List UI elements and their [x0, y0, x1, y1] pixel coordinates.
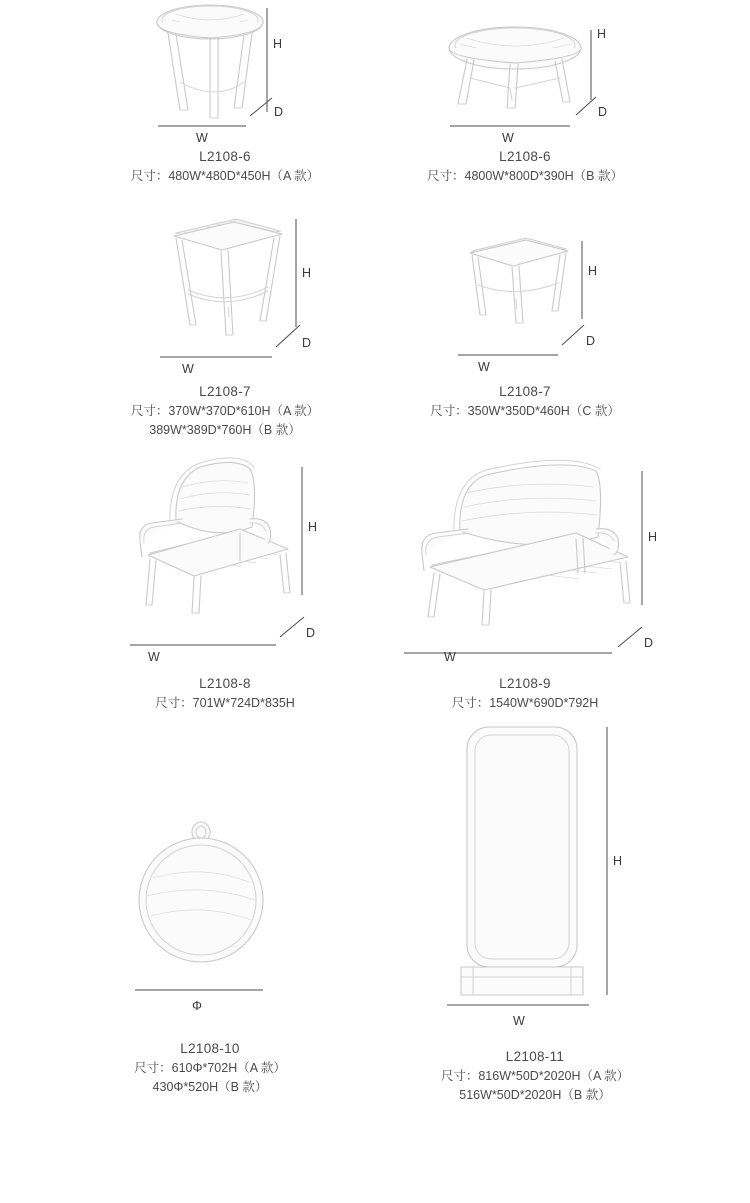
product-block-floor-mirror — [390, 705, 680, 1105]
svg-text:D: D — [274, 105, 284, 119]
product-block-round-mirror — [70, 800, 350, 1097]
drawing-floor-mirror — [390, 705, 680, 1028]
product-code: L2108-7 — [199, 384, 251, 399]
svg-text:D: D — [306, 626, 316, 640]
product-dimensions: 尺寸：1540W*690D*792H — [451, 696, 599, 710]
caption-floor-mirror — [390, 1047, 680, 1105]
drawing-low-stool-c — [400, 205, 650, 380]
product-dimensions-alt: 516W*50D*2020H（B 款） — [459, 1088, 611, 1102]
product-code: L2108-7 — [499, 384, 551, 399]
svg-text:H: H — [597, 27, 607, 41]
product-block-bar-stool-a — [100, 205, 350, 440]
product-block-side-table-a — [100, 0, 350, 186]
product-code: L2108-9 — [499, 676, 551, 691]
svg-text:W: W — [502, 131, 514, 145]
product-code: L2108-6 — [499, 149, 551, 164]
svg-text:W: W — [478, 360, 490, 374]
caption-lounge-chair — [85, 674, 365, 713]
drawing-lounge-chair — [85, 445, 365, 664]
product-code: L2108-10 — [180, 1041, 240, 1056]
product-dimensions: 尺寸：4800W*800D*390H（B 款） — [427, 169, 623, 183]
caption-side-table-a — [100, 147, 350, 186]
product-code: L2108-6 — [199, 149, 251, 164]
caption-low-stool-c — [400, 382, 650, 421]
svg-text:H: H — [648, 530, 658, 544]
product-dimensions: 尺寸：610Φ*702H（A 款） — [134, 1061, 286, 1075]
product-block-low-stool-c — [400, 205, 650, 421]
svg-text:H: H — [613, 854, 623, 868]
svg-text:Φ: Φ — [192, 999, 202, 1013]
svg-text:W: W — [444, 650, 456, 664]
product-dimensions-alt: 430Φ*520H（B 款） — [152, 1080, 268, 1094]
product-code: L2108-11 — [505, 1049, 565, 1064]
product-dimensions: 尺寸：480W*480D*450H（A 款） — [130, 169, 320, 183]
drawing-round-mirror — [70, 800, 350, 1025]
svg-text:W: W — [182, 362, 194, 376]
svg-text:D: D — [598, 105, 608, 119]
caption-bar-stool-a — [100, 382, 350, 440]
svg-text:W: W — [148, 650, 160, 664]
svg-text:D: D — [302, 336, 312, 350]
svg-text:W: W — [513, 1014, 525, 1028]
product-block-coffee-table-b — [400, 0, 650, 186]
product-dimensions: 尺寸：350W*350D*460H（C 款） — [430, 404, 620, 418]
caption-round-mirror — [70, 1039, 350, 1097]
product-block-sofa — [375, 445, 675, 713]
svg-text:D: D — [586, 334, 596, 348]
svg-text:D: D — [644, 636, 654, 650]
product-dimensions: 尺寸：370W*370D*610H（A 款） — [130, 404, 320, 418]
product-code: L2108-8 — [199, 676, 251, 691]
drawing-side-table-a — [100, 0, 350, 145]
product-dimensions: 尺寸：816W*50D*2020H（A 款） — [440, 1069, 630, 1083]
svg-text:H: H — [273, 37, 283, 51]
product-dimensions-alt: 389W*389D*760H（B 款） — [149, 423, 301, 437]
svg-text:H: H — [308, 520, 318, 534]
svg-text:W: W — [196, 131, 208, 145]
drawing-bar-stool-a — [100, 205, 350, 380]
drawing-sofa — [375, 445, 675, 664]
caption-coffee-table-b — [400, 147, 650, 186]
svg-text:H: H — [588, 264, 598, 278]
drawing-coffee-table-b — [400, 0, 650, 145]
product-dimensions: 尺寸：701W*724D*835H — [155, 696, 295, 710]
svg-text:H: H — [302, 266, 312, 280]
product-block-lounge-chair — [85, 445, 365, 713]
